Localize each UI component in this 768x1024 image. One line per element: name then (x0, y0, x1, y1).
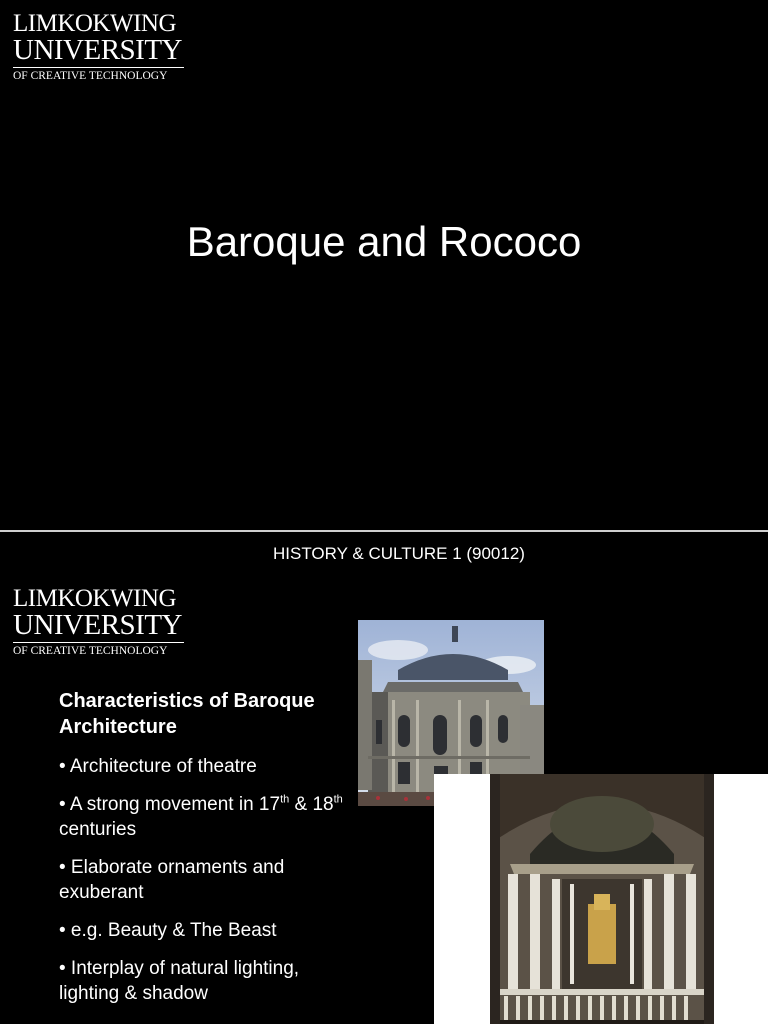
slide-heading: Characteristics of Baroque Architecture (59, 690, 315, 738)
superscript: th (333, 793, 343, 806)
content-slide (0, 532, 768, 1024)
bullet-text: & 18 (289, 794, 334, 815)
chapel-interior-photo (490, 774, 714, 1024)
course-footer: HISTORY & CULTURE 1 (90012) (273, 544, 525, 563)
logo-line-2: UNIVERSITY (13, 34, 182, 66)
bullet-item (59, 792, 349, 842)
logo-line-1: LIMKOKWING (13, 10, 177, 37)
bullet-item: • Interplay of natural lighting, lighting & shadow (59, 958, 300, 1004)
logo-line-2: UNIVERSITY (13, 609, 182, 641)
logo-line-3: OF CREATIVE TECHNOLOGY (13, 70, 168, 82)
bullet-text: • A strong movement in 17 (59, 794, 281, 815)
logo-line-1: LIMKOKWING (13, 585, 177, 612)
bullet-list (59, 754, 349, 1019)
bullet-text: centuries (59, 819, 137, 840)
logo-rule (13, 67, 184, 68)
bullet-item: • Elaborate ornaments and exuberant (59, 857, 285, 903)
slide-title: Baroque and Rococo (186, 218, 582, 265)
superscript: th (280, 793, 290, 806)
logo-line-3: OF CREATIVE TECHNOLOGY (13, 645, 168, 657)
bullet-item: • Architecture of theatre (59, 756, 257, 777)
bullet-item: • e.g. Beauty & The Beast (59, 920, 277, 941)
university-logo (13, 586, 184, 657)
logo-rule (13, 642, 184, 643)
university-logo (13, 11, 184, 82)
